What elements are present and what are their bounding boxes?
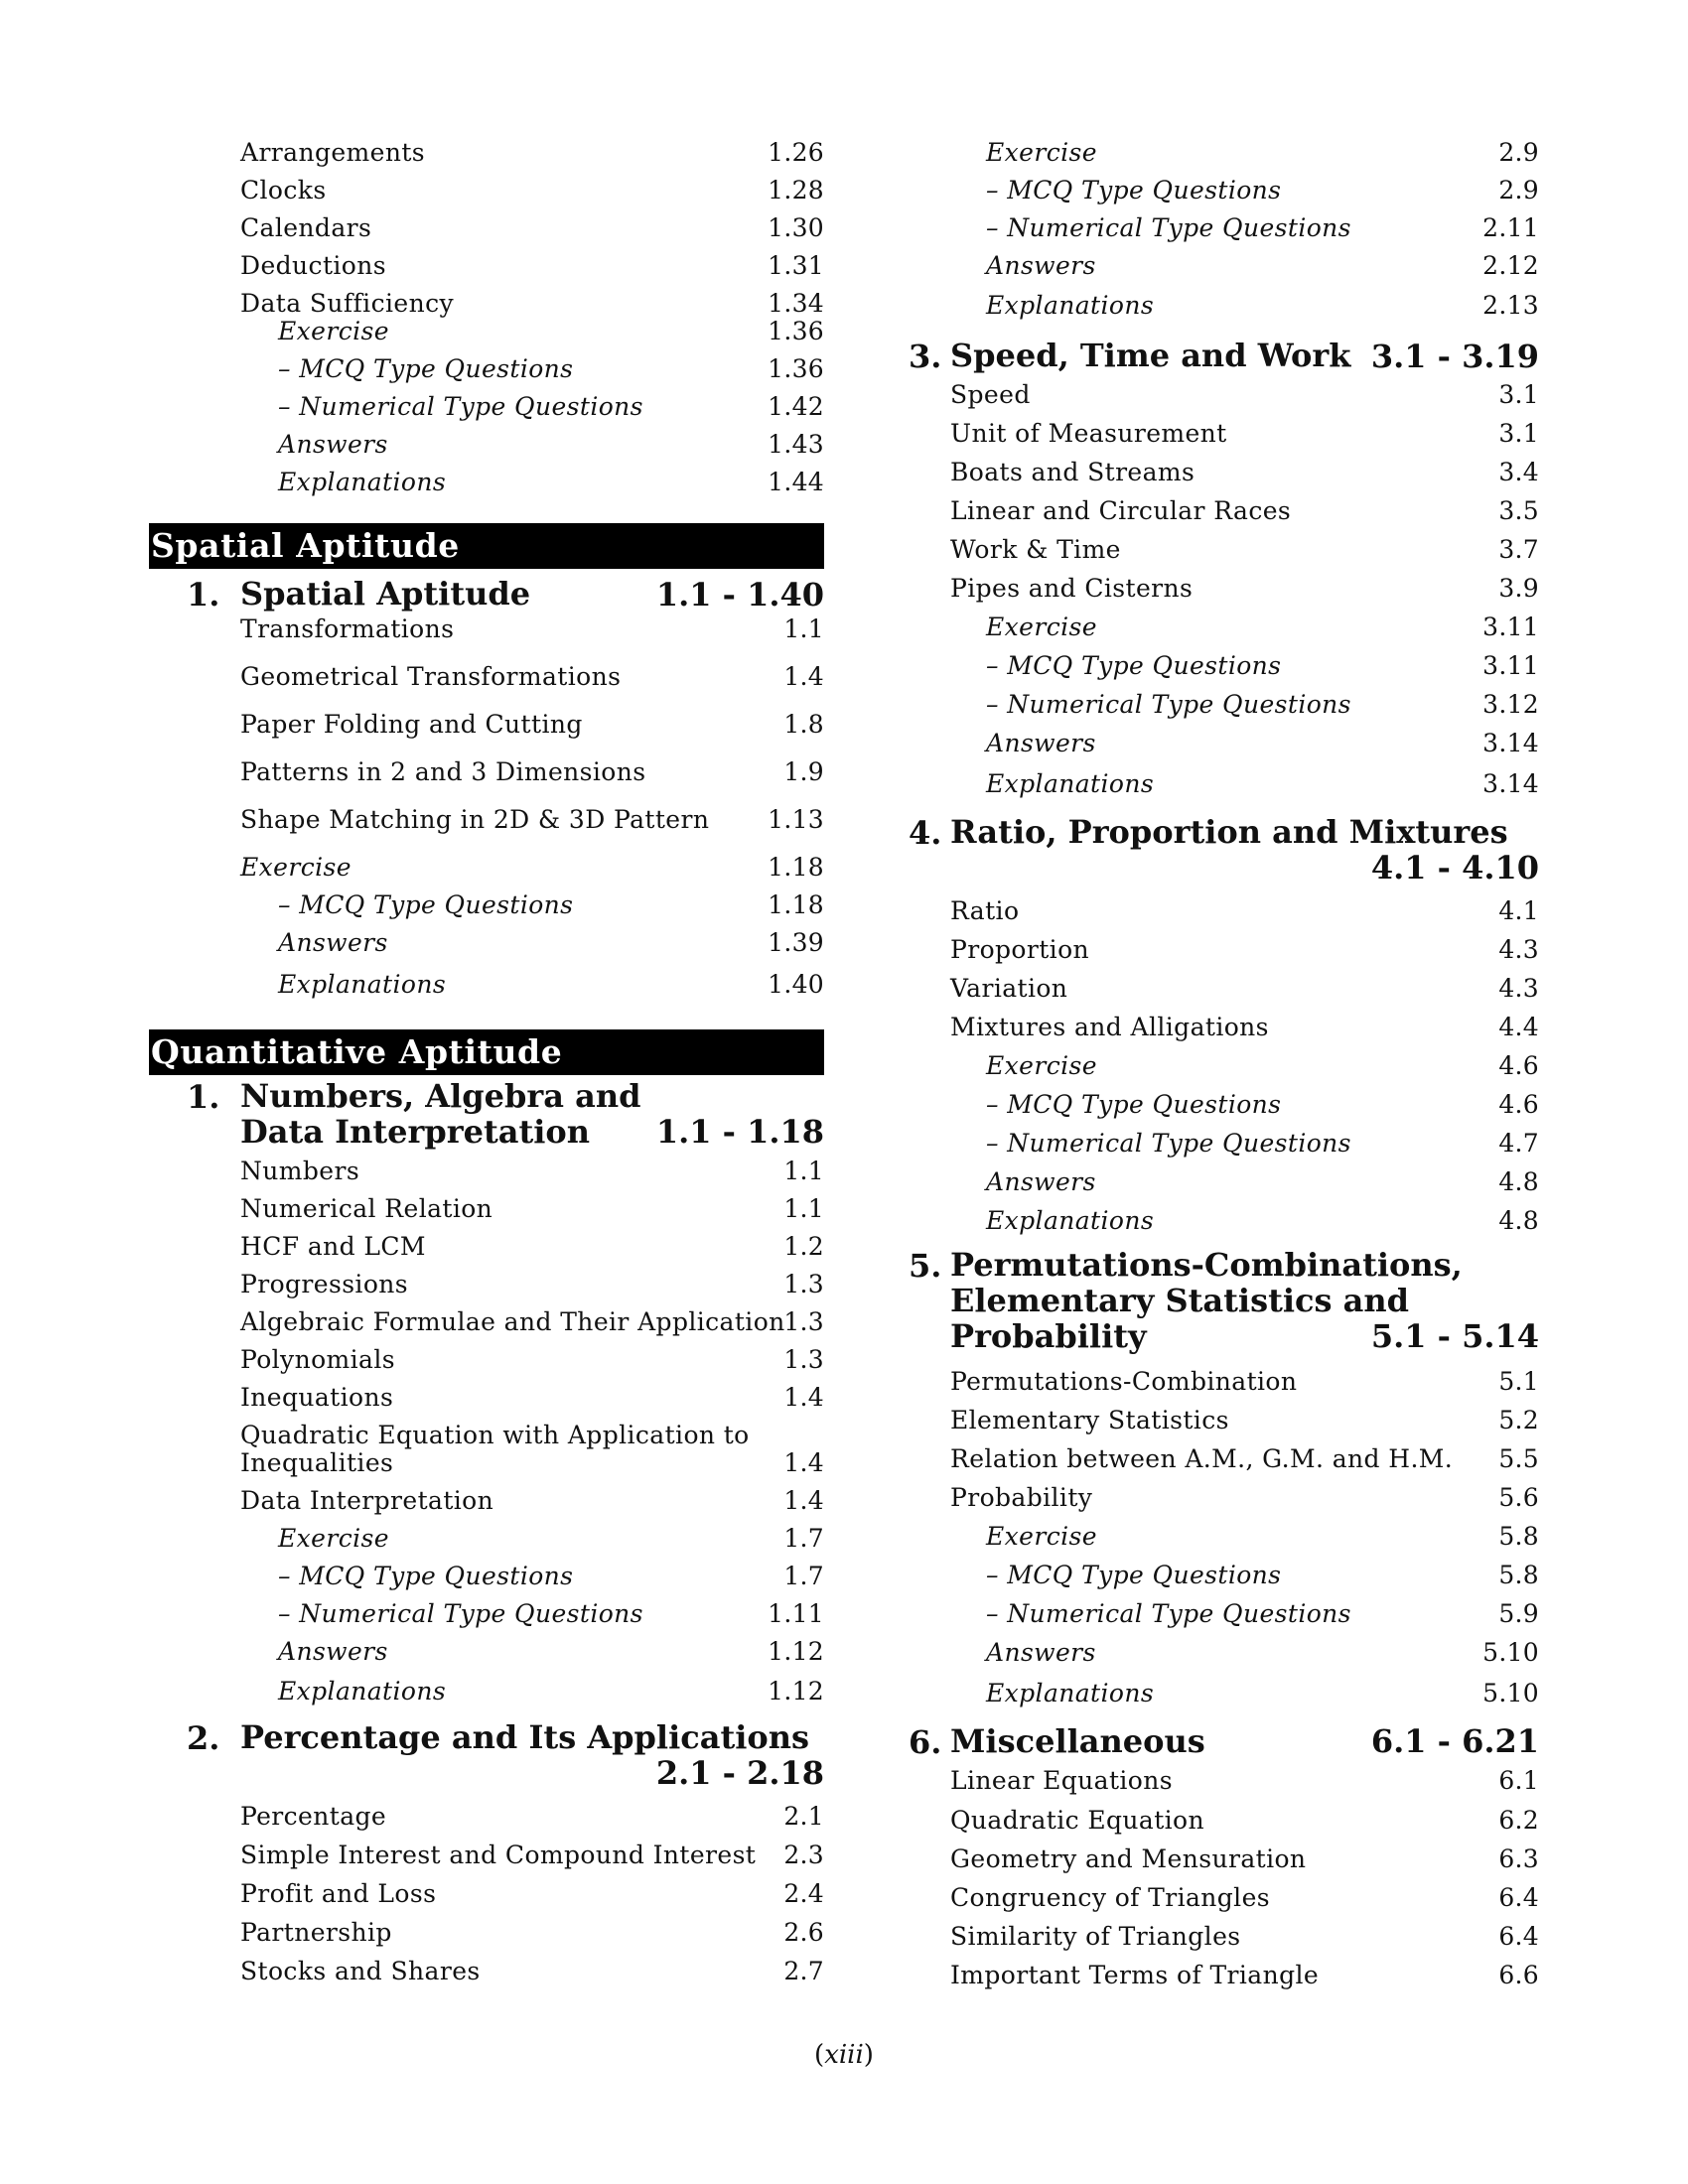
toc-entry-label: – MCQ Type Questions [278, 1562, 574, 1590]
toc-entry-label: Paper Folding and Cutting [240, 710, 583, 739]
toc-entry-label: Exercise [986, 1522, 1097, 1551]
toc-entry-numerical[interactable] [909, 1128, 1539, 1163]
toc-entry-page: 2.11 [1482, 213, 1539, 242]
chapter-title-line2: Elementary Statistics and [950, 1282, 1410, 1319]
chapter-title-line3: Probability [950, 1317, 1147, 1355]
chapter-number: 6. [909, 1723, 942, 1761]
chapter-range: 1.1 - 1.18 [655, 1113, 824, 1151]
toc-entry[interactable] [909, 1443, 1539, 1479]
toc-entry-label: Explanations [986, 291, 1155, 320]
toc-entry[interactable] [909, 1366, 1539, 1402]
section-band-spatial-aptitude: Spatial Aptitude [149, 523, 824, 569]
toc-entry-page: 1.31 [768, 251, 824, 280]
toc-entry-answers[interactable] [149, 1636, 824, 1672]
toc-entry-page: 6.1 [1498, 1766, 1539, 1795]
toc-entry-page: 1.4 [783, 662, 824, 691]
chapter-title: Percentage and Its Applications [240, 1718, 810, 1756]
toc-entry[interactable] [149, 212, 824, 248]
toc-entry-label: Boats and Streams [950, 458, 1196, 486]
toc-entry-explanations[interactable] [909, 1678, 1539, 1713]
toc-entry-label-line2: Inequalities [240, 1448, 394, 1477]
toc-entry-page: 1.4 [783, 1383, 824, 1412]
toc-entry-page: 4.6 [1498, 1051, 1539, 1080]
toc-entry-explanations[interactable] [909, 1205, 1539, 1241]
toc-entry-label: Patterns in 2 and 3 Dimensions [240, 757, 646, 786]
toc-entry-label: – Numerical Type Questions [278, 1599, 643, 1628]
toc-entry-exercise[interactable] [909, 612, 1539, 647]
toc-entry-label: Explanations [986, 769, 1155, 798]
toc-entry[interactable] [909, 1765, 1539, 1801]
chapter-range: 3.1 - 3.19 [1370, 338, 1539, 375]
toc-entry-label: Inequations [240, 1383, 394, 1412]
toc-entry[interactable] [149, 1306, 824, 1342]
toc-entry-label: – Numerical Type Questions [986, 1129, 1351, 1158]
toc-entry-page: 4.1 [1498, 896, 1539, 925]
footer-open-paren: ( [814, 2040, 825, 2070]
chapter-range: 6.1 - 6.21 [1370, 1722, 1539, 1760]
chapter-range: 2.1 - 2.18 [655, 1754, 824, 1792]
toc-entry-label: HCF and LCM [240, 1232, 426, 1261]
toc-entry-mcq[interactable] [149, 1561, 824, 1596]
toc-entry-page: 4.3 [1498, 974, 1539, 1003]
toc-entry-page: 1.7 [783, 1562, 824, 1590]
toc-entry-page: 3.1 [1498, 419, 1539, 448]
toc-entry-page: 3.12 [1482, 690, 1539, 719]
toc-entry-label: Answers [278, 430, 388, 459]
toc-entry-page: 3.14 [1482, 729, 1539, 757]
chapter-number: 1. [187, 576, 220, 614]
toc-entry-label: Permutations-Combination [950, 1367, 1298, 1396]
toc-entry[interactable] [909, 1482, 1539, 1518]
toc-entry[interactable] [909, 457, 1539, 492]
toc-entry-explanations[interactable] [909, 768, 1539, 804]
toc-entry-page: 4.6 [1498, 1090, 1539, 1119]
toc-entry[interactable] [149, 137, 824, 173]
toc-entry[interactable] [909, 534, 1539, 570]
toc-entry-label: Answers [278, 928, 388, 957]
chapter-heading[interactable] [149, 576, 824, 615]
footer-roman-numeral: xiii [824, 2040, 864, 2070]
toc-entry[interactable] [149, 250, 824, 286]
chapter-heading[interactable] [909, 338, 1539, 377]
toc-entry[interactable] [909, 934, 1539, 970]
chapter-range: 5.1 - 5.14 [1370, 1317, 1539, 1355]
toc-entry-label: Exercise [986, 1051, 1097, 1080]
toc-entry-page: 2.3 [783, 1841, 824, 1869]
toc-entry-page: 6.2 [1498, 1806, 1539, 1835]
toc-entry-label: Geometrical Transformations [240, 662, 622, 691]
toc-entry-page: 2.1 [783, 1802, 824, 1831]
toc-entry-label: Transformations [240, 614, 455, 643]
toc-entry-label: – MCQ Type Questions [278, 354, 574, 383]
toc-entry-exercise[interactable] [149, 852, 824, 887]
toc-entry-label: Explanations [986, 1206, 1155, 1235]
toc-entry-label: Data Sufficiency [240, 289, 454, 318]
toc-entry-page: 1.42 [768, 392, 824, 421]
toc-entry-page: 3.9 [1498, 574, 1539, 603]
toc-entry-page: 5.10 [1482, 1679, 1539, 1707]
toc-entry-page: 1.8 [783, 710, 824, 739]
toc-entry-page: 3.7 [1498, 535, 1539, 564]
toc-entry-page: 5.9 [1498, 1599, 1539, 1628]
toc-entry-label: Proportion [950, 935, 1090, 964]
toc-entry-page: 1.34 [768, 289, 824, 318]
toc-entry-numerical[interactable] [909, 1598, 1539, 1634]
toc-entry-numerical[interactable] [149, 1598, 824, 1634]
toc-entry[interactable] [909, 418, 1539, 454]
toc-entry[interactable] [909, 1882, 1539, 1918]
toc-entry-page: 2.12 [1482, 251, 1539, 280]
toc-entry-page: 6.3 [1498, 1844, 1539, 1873]
toc-entry-exercise[interactable] [149, 1523, 824, 1559]
toc-entry-page: 2.9 [1498, 138, 1539, 167]
toc-entry-page: 1.7 [783, 1524, 824, 1553]
toc-entry-label: – MCQ Type Questions [986, 176, 1282, 205]
toc-entry-page: 1.2 [783, 1232, 824, 1261]
chapter-range: 1.1 - 1.40 [655, 576, 824, 614]
toc-entry[interactable] [909, 1921, 1539, 1957]
toc-entry-label: Calendars [240, 213, 372, 242]
toc-entry-label: Mixtures and Alligations [950, 1013, 1269, 1041]
toc-entry-label: Explanations [278, 468, 447, 496]
toc-entry-label: Work & Time [950, 535, 1121, 564]
toc-entry[interactable] [149, 1878, 824, 1914]
toc-entry[interactable] [149, 1840, 824, 1875]
chapter-title-line1: Numbers, Algebra and [240, 1077, 641, 1115]
toc-entry-mcq[interactable] [909, 1089, 1539, 1125]
toc-entry-label: Quadratic Equation [950, 1806, 1205, 1835]
toc-entry-page: 5.8 [1498, 1522, 1539, 1551]
toc-entry-explanations[interactable] [149, 1676, 824, 1711]
toc-entry-page: 4.8 [1498, 1167, 1539, 1196]
toc-entry[interactable] [149, 661, 824, 697]
toc-entry-page: 2.7 [783, 1957, 824, 1985]
toc-entry-page: 1.9 [783, 757, 824, 786]
toc-entry-mcq[interactable] [149, 889, 824, 925]
toc-entry-label: Shape Matching in 2D & 3D Pattern [240, 805, 710, 834]
toc-entry-mcq[interactable] [909, 1560, 1539, 1595]
toc-entry-page: 1.44 [768, 468, 824, 496]
toc-entry-page: 3.11 [1482, 613, 1539, 641]
toc-entry-exercise[interactable] [909, 1521, 1539, 1557]
chapter-title-line1: Permutations-Combinations, [950, 1246, 1463, 1284]
toc-entry[interactable] [149, 1231, 824, 1267]
toc-entry-label: Deductions [240, 251, 386, 280]
toc-entry-page: 5.10 [1482, 1638, 1539, 1667]
toc-entry-mcq[interactable] [909, 175, 1539, 210]
toc-entry-label: Geometry and Mensuration [950, 1844, 1307, 1873]
chapter-heading[interactable] [149, 1078, 824, 1158]
toc-entry-page: 3.4 [1498, 458, 1539, 486]
toc-entry[interactable] [149, 614, 824, 649]
toc-entry-label: – Numerical Type Questions [278, 392, 643, 421]
toc-entry-label: Linear and Circular Races [950, 496, 1292, 525]
toc-entry-page: 1.4 [783, 1486, 824, 1515]
toc-entry[interactable] [149, 1917, 824, 1953]
toc-entry-page: 1.1 [783, 1194, 824, 1223]
toc-entry[interactable] [909, 379, 1539, 415]
toc-entry-label: Answers [986, 251, 1096, 280]
toc-entry[interactable] [149, 175, 824, 210]
toc-entry-exercise[interactable] [149, 316, 824, 351]
toc-entry-label: Important Terms of Triangle [950, 1961, 1320, 1989]
toc-entry-label: Answers [986, 729, 1096, 757]
toc-entry-page: 5.5 [1498, 1444, 1539, 1473]
chapter-heading[interactable] [909, 1247, 1539, 1358]
toc-entry-page: 1.4 [783, 1448, 824, 1477]
toc-entry[interactable] [909, 1843, 1539, 1879]
toc-entry-page: 3.11 [1482, 651, 1539, 680]
chapter-title: Ratio, Proportion and Mixtures [950, 813, 1508, 851]
chapter-heading[interactable] [909, 814, 1539, 891]
toc-entry[interactable] [909, 1012, 1539, 1047]
toc-entry-mcq[interactable] [149, 353, 824, 389]
toc-entry-numerical[interactable] [909, 212, 1539, 248]
toc-entry-page: 3.5 [1498, 496, 1539, 525]
toc-entry[interactable] [909, 1960, 1539, 1995]
toc-entry-label: – MCQ Type Questions [278, 890, 574, 919]
toc-entry-label: Answers [986, 1167, 1096, 1196]
toc-entry-page: 5.8 [1498, 1561, 1539, 1589]
toc-entry[interactable] [149, 1485, 824, 1521]
toc-entry-page: 1.3 [783, 1270, 824, 1298]
toc-entry[interactable] [149, 1156, 824, 1191]
toc-entry-label: Variation [950, 974, 1068, 1003]
toc-entry-explanations[interactable] [149, 969, 824, 1005]
toc-entry-explanations[interactable] [909, 290, 1539, 326]
toc-entry-page: 1.3 [783, 1307, 824, 1336]
toc-entry-label: Algebraic Formulae and Their Application [240, 1307, 785, 1336]
page-number-footer [0, 2040, 1688, 2070]
chapter-number: 3. [909, 338, 942, 375]
toc-entry-label: Answers [986, 1638, 1096, 1667]
chapter-title-line2: Data Interpretation [240, 1113, 591, 1151]
chapter-number: 5. [909, 1247, 942, 1285]
toc-entry-label: Pipes and Cisterns [950, 574, 1194, 603]
toc-entry-explanations[interactable] [149, 467, 824, 502]
toc-entry-exercise[interactable] [909, 1050, 1539, 1086]
toc-entry-label: Exercise [986, 138, 1097, 167]
toc-entry[interactable] [909, 1405, 1539, 1440]
chapter-number: 4. [909, 814, 942, 852]
toc-entry-label: Simple Interest and Compound Interest [240, 1841, 757, 1869]
toc-entry[interactable] [149, 709, 824, 745]
toc-entry-label: Progressions [240, 1270, 409, 1298]
toc-entry-label: Linear Equations [950, 1766, 1173, 1795]
toc-entry-page: 4.4 [1498, 1013, 1539, 1041]
toc-entry-page: 1.18 [768, 890, 824, 919]
chapter-heading[interactable] [909, 1723, 1539, 1763]
chapter-range: 4.1 - 4.10 [1370, 849, 1539, 887]
toc-entry-label: Answers [278, 1637, 388, 1666]
chapter-title: Spatial Aptitude [240, 575, 531, 613]
toc-entry-page: 1.11 [768, 1599, 824, 1628]
toc-entry-page: 2.4 [783, 1879, 824, 1908]
toc-entry[interactable] [149, 1193, 824, 1229]
toc-entry-page: 1.26 [768, 138, 824, 167]
toc-entry-label: Arrangements [240, 138, 426, 167]
toc-entry[interactable] [149, 756, 824, 792]
toc-entry[interactable] [909, 495, 1539, 531]
toc-entry-label: – MCQ Type Questions [986, 1561, 1282, 1589]
toc-entry-page: 2.9 [1498, 176, 1539, 205]
chapter-number: 1. [187, 1078, 220, 1116]
toc-entry[interactable] [149, 1801, 824, 1837]
toc-entry-label: – Numerical Type Questions [986, 213, 1351, 242]
toc-entry-page: 6.4 [1498, 1922, 1539, 1951]
toc-entry-label: Numbers [240, 1157, 360, 1185]
toc-entry-page: 6.6 [1498, 1961, 1539, 1989]
toc-entry-mcq[interactable] [909, 650, 1539, 686]
toc-entry-label: – MCQ Type Questions [986, 1090, 1282, 1119]
toc-entry[interactable] [909, 1805, 1539, 1841]
toc-entry-page: 3.14 [1482, 769, 1539, 798]
toc-entry-page: 4.7 [1498, 1129, 1539, 1158]
toc-entry-page: 1.1 [783, 1157, 824, 1185]
toc-entry-label: Unit of Measurement [950, 419, 1227, 448]
chapter-title: Speed, Time and Work [950, 337, 1351, 374]
chapter-heading[interactable] [149, 1719, 824, 1797]
toc-entry-page: 1.3 [783, 1345, 824, 1374]
toc-entry-answers[interactable] [149, 429, 824, 465]
toc-entry-label: Ratio [950, 896, 1020, 925]
toc-entry-label: Congruency of Triangles [950, 1883, 1271, 1912]
toc-entry-answers[interactable] [909, 250, 1539, 286]
toc-entry-label: Partnership [240, 1918, 392, 1947]
toc-entry-numerical[interactable] [149, 391, 824, 427]
toc-entry-label: Relation between A.M., G.M. and H.M. [950, 1444, 1454, 1473]
footer-close-paren: ) [863, 2040, 874, 2070]
toc-entry-answers[interactable] [909, 1637, 1539, 1673]
toc-entry-page: 1.36 [768, 317, 824, 345]
toc-entry-page: 1.36 [768, 354, 824, 383]
toc-entry-page: 1.39 [768, 928, 824, 957]
toc-entry-label: Percentage [240, 1802, 387, 1831]
toc-entry-label: – Numerical Type Questions [986, 1599, 1351, 1628]
toc-entry-page: 2.6 [783, 1918, 824, 1947]
toc-entry-page: 1.13 [768, 805, 824, 834]
toc-entry-page: 1.18 [768, 853, 824, 882]
toc-entry-label: Exercise [240, 853, 352, 882]
toc-entry-label: – MCQ Type Questions [986, 651, 1282, 680]
chapter-title: Miscellaneous [950, 1722, 1205, 1760]
toc-entry-label: Clocks [240, 176, 327, 205]
toc-entry-label: Elementary Statistics [950, 1406, 1229, 1434]
toc-entry-page: 1.30 [768, 213, 824, 242]
toc-entry-label: Explanations [986, 1679, 1155, 1707]
toc-entry-page: 5.2 [1498, 1406, 1539, 1434]
toc-entry-label: Quadratic Equation with Application to [240, 1421, 750, 1449]
toc-entry-label: – Numerical Type Questions [986, 690, 1351, 719]
toc-entry-label: Explanations [278, 1677, 447, 1706]
toc-entry-label: Numerical Relation [240, 1194, 493, 1223]
toc-entry-answers[interactable] [909, 728, 1539, 763]
toc-entry-page: 1.12 [768, 1677, 824, 1706]
toc-entry-answers[interactable] [149, 927, 824, 963]
chapter-number: 2. [187, 1719, 220, 1757]
toc-entry-label: Exercise [278, 1524, 389, 1553]
toc-entry-label: Exercise [278, 317, 389, 345]
toc-entry-page: 2.13 [1482, 291, 1539, 320]
toc-entry-page: 1.12 [768, 1637, 824, 1666]
toc-entry-label: Stocks and Shares [240, 1957, 481, 1985]
toc-entry-page: 1.43 [768, 430, 824, 459]
toc-entry-numerical[interactable] [909, 689, 1539, 725]
toc-entry-page: 1.1 [783, 614, 824, 643]
toc-entry[interactable] [149, 1269, 824, 1304]
toc-entry-label: Data Interpretation [240, 1486, 494, 1515]
toc-entry[interactable] [149, 1382, 824, 1418]
toc-entry-page: 1.28 [768, 176, 824, 205]
toc-entry-page: 5.1 [1498, 1367, 1539, 1396]
toc-entry-page: 6.4 [1498, 1883, 1539, 1912]
toc-entry-page: 1.40 [768, 970, 824, 999]
toc-entry-label: Explanations [278, 970, 447, 999]
toc-entry-label: Polynomials [240, 1345, 395, 1374]
toc-entry-label: Exercise [986, 613, 1097, 641]
toc-entry-label: Similarity of Triangles [950, 1922, 1241, 1951]
toc-entry[interactable] [149, 1956, 824, 1991]
toc-entry-page: 4.3 [1498, 935, 1539, 964]
toc-entry-label: Profit and Loss [240, 1879, 437, 1908]
section-band-quantitative-aptitude: Quantitative Aptitude [149, 1029, 824, 1075]
toc-entry-page: 4.8 [1498, 1206, 1539, 1235]
toc-entry-page: 3.1 [1498, 380, 1539, 409]
toc-entry-label: Probability [950, 1483, 1093, 1512]
toc-entry-exercise[interactable] [909, 137, 1539, 173]
toc-entry[interactable] [909, 573, 1539, 609]
toc-entry[interactable] [909, 895, 1539, 931]
toc-entry-page: 5.6 [1498, 1483, 1539, 1512]
toc-entry-answers[interactable] [909, 1166, 1539, 1202]
toc-entry[interactable] [149, 1344, 824, 1380]
toc-entry[interactable] [149, 1447, 824, 1483]
toc-entry[interactable] [909, 973, 1539, 1009]
toc-entry-label: Speed [950, 380, 1031, 409]
toc-entry[interactable] [149, 804, 824, 840]
